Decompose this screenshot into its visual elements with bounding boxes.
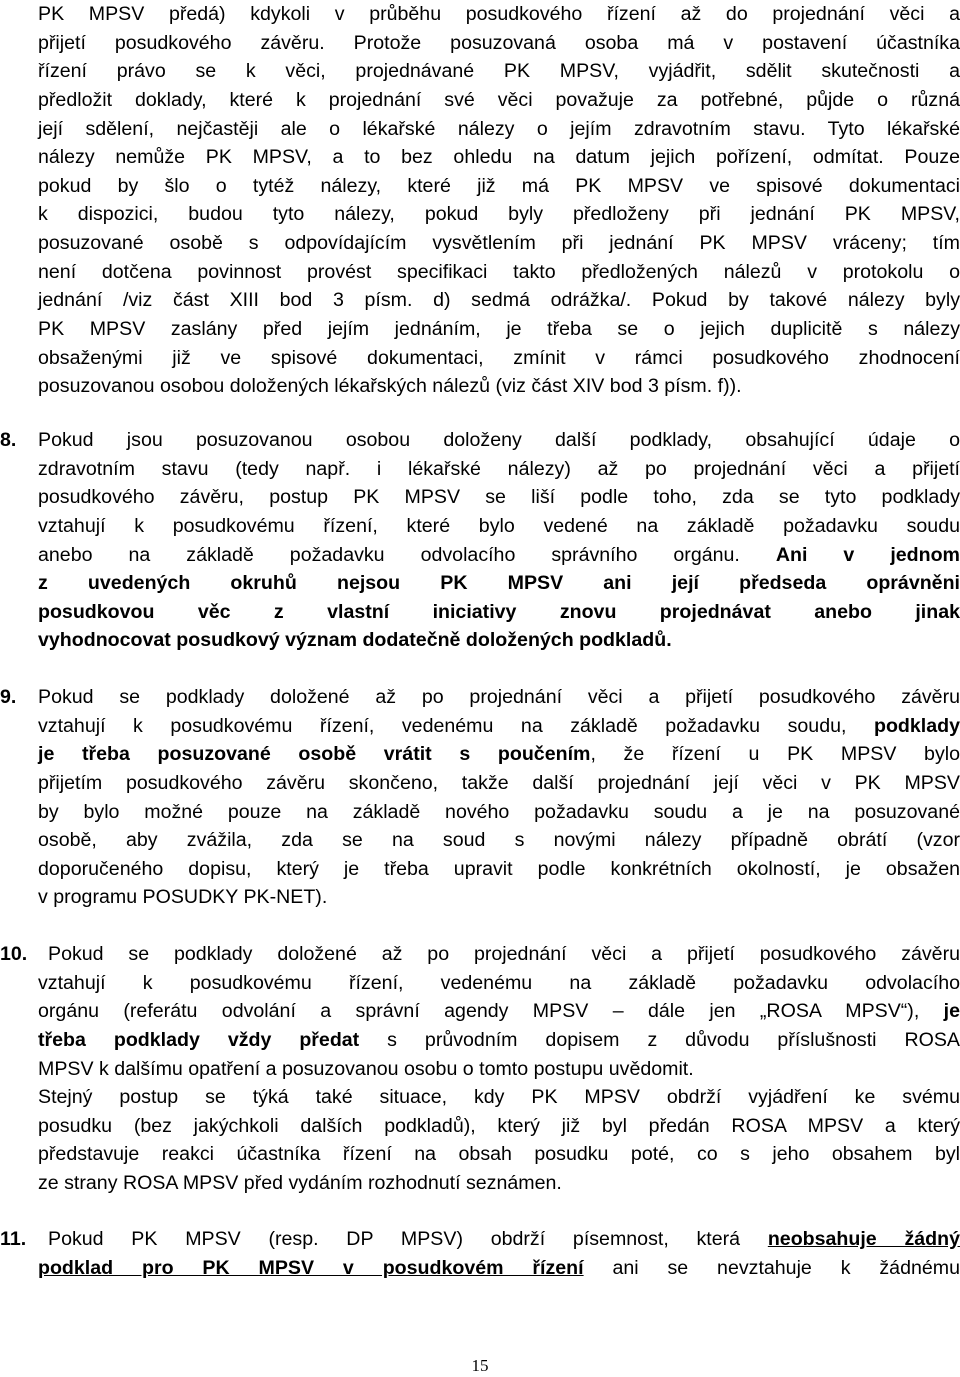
text-line: její sdělení, nejčastěji ale o lékařské nálezy o jejím zdravotním stavu. Tyto lékařské bbox=[38, 117, 960, 140]
text-line bbox=[38, 712, 960, 741]
text-line: vztahují k posudkovému řízení, vedenému na základě požadavku odvolacího bbox=[38, 971, 960, 994]
text-line: řízení právo se k věci, projednávané PK MPSV, vyjádřit, sdělit skutečnosti a bbox=[38, 60, 960, 83]
bold-text bbox=[38, 1257, 584, 1279]
text-line bbox=[38, 997, 960, 1026]
text-run: orgánu (referátu odvolání a správní agendy MPSV – dále jen „ROSA MPSV“), bbox=[38, 1000, 920, 1023]
bold-text: třeba podklady vždy předat bbox=[38, 1028, 360, 1051]
text-line bbox=[38, 740, 960, 769]
text-line: přijetí posudkového závěru. Protože posuzovaná osoba má v postavení účastníka bbox=[38, 31, 960, 54]
page-number: 15 bbox=[471, 1356, 489, 1375]
text-line bbox=[48, 1225, 960, 1254]
text-line: jednání /viz část XIII bod 3 písm. d) sedmá odrážka/. Pokud by takové nálezy byly bbox=[38, 289, 960, 312]
text-run: ani se nevztahuje k žádnému bbox=[612, 1256, 960, 1279]
bold-line: vyhodnocovat posudkový význam dodatečně doložených podkladů. bbox=[38, 629, 672, 652]
item-number: 9. bbox=[0, 686, 17, 708]
text-run: Pokud PK MPSV (resp. DP MPSV) obdrží písemnost, která bbox=[48, 1228, 741, 1250]
text-line: Pokud se podklady doložené až po projednání věci a přijetí posudkového závěru bbox=[48, 943, 960, 965]
bold-line: posudkovou věc z vlastní iniciativy znovu projednávat anebo jinak bbox=[38, 600, 960, 623]
text-line: doporučeného dopisu, který je třeba upravit podle konkrétních okolností, je obsažen bbox=[38, 857, 960, 880]
text-line: představuje reakci účastníka řízení na obsah posudku poté, co s jeho obsahem byl bbox=[38, 1143, 960, 1166]
text-run: s průvodním dopisem z důvodu příslušnosti ROSA bbox=[387, 1028, 960, 1051]
text-line: pokud by šlo o tytéž nálezy, které již má PK MPSV ve spisové dokumentaci bbox=[38, 174, 960, 197]
bold-text: podklady bbox=[873, 714, 960, 737]
intro-paragraph bbox=[38, 0, 960, 401]
item-text bbox=[38, 1254, 960, 1283]
item-text bbox=[48, 940, 960, 969]
text-line bbox=[38, 1254, 960, 1283]
bold-text: Ani v jednom bbox=[775, 543, 960, 566]
underlined-text: podklad pro PK MPSV v posudkovém řízení bbox=[38, 1256, 584, 1279]
text-line: PK MPSV zaslány před jejím jednáním, je třeba se o jejich duplicitě s nálezy bbox=[38, 318, 960, 341]
text-line: předložit doklady, které k projednání své věci považuje za potřebné, půjde o různá bbox=[38, 88, 960, 111]
text-line: Pokud jsou posuzovanou osobou doloženy další podklady, obsahující údaje o bbox=[38, 429, 960, 451]
text-line: MPSV k dalšímu opatření a posuzovanou osobu o tomto postupu uvědomit. bbox=[38, 1057, 694, 1080]
item-text bbox=[38, 969, 960, 1198]
item-text bbox=[38, 426, 960, 655]
bold-line: z uvedených okruhů nejsou PK MPSV ani její předseda oprávněni bbox=[38, 572, 960, 595]
item-number: 10. bbox=[0, 943, 28, 965]
item-text bbox=[48, 1225, 960, 1254]
text-line: posuzované osobě s odpovídajícím vysvětlením při jednání PK MPSV vráceny; tím bbox=[38, 232, 960, 255]
text-line: zdravotním stavu (tedy např. i lékařské nálezy) až po projednání věci a přijetí bbox=[38, 457, 960, 480]
text-line: PK MPSV předá) kdykoli v průběhu posudkového řízení až do projednání věci a bbox=[38, 3, 960, 25]
text-line bbox=[38, 541, 960, 570]
item-text bbox=[38, 683, 960, 912]
text-line: osobě, aby zvážila, zda se na soud s novými nálezy případně obrátí (vzor bbox=[38, 829, 960, 852]
text-line bbox=[38, 1026, 960, 1055]
text-line: k dispozici, budou tyto nálezy, pokud byly předloženy při jednání PK MPSV, bbox=[38, 203, 960, 226]
bold-text: je bbox=[943, 1000, 960, 1023]
text-line: Stejný postup se týká také situace, kdy PK MPSV obdrží vyjádření ke svému bbox=[38, 1086, 960, 1109]
text-run: vztahují k posudkovému řízení, vedenému na základě požadavku soudu, bbox=[38, 714, 847, 737]
underlined-text: neobsahuje žádný bbox=[767, 1228, 960, 1250]
item-number: 11. bbox=[0, 1228, 27, 1250]
text-line: posudkového závěru, postup PK MPSV se liší podle toho, zda se tyto podklady bbox=[38, 486, 960, 509]
text-line: posudku (bez jakýchkoli dalších podkladů), který již byl předán ROSA MPSV a který bbox=[38, 1114, 960, 1137]
text-line: by bylo možné pouze na základě nového požadavku soudu a je na posuzované bbox=[38, 800, 960, 823]
text-line: vztahují k posudkovému řízení, které bylo vedené na základě požadavku soudu bbox=[38, 514, 960, 537]
bold-text: je třeba posuzované osobě vrátit s poučením bbox=[38, 743, 591, 766]
text-line: nálezy nemůže PK MPSV, a to bez ohledu na datum jejich pořízení, odmítat. Pouze bbox=[38, 146, 960, 169]
text-line: obsaženými již ve spisové dokumentaci, zmínit v rámci posudkového zhodnocení bbox=[38, 346, 960, 369]
item-number: 8. bbox=[0, 429, 17, 451]
text-line: přijetím posudkového závěru skončeno, takže další projednání její věci v PK MPSV bbox=[38, 771, 960, 794]
text-line: ze strany ROSA MPSV před vydáním rozhodnutí seznámen. bbox=[38, 1172, 562, 1195]
text-run: anebo na základě požadavku odvolacího správního orgánu. bbox=[38, 543, 740, 566]
text-line: posuzovanou osobou doložených lékařských nálezů (viz část XIV bod 3 písm. f)). bbox=[38, 375, 742, 398]
text-run: , že řízení u PK MPSV bylo bbox=[590, 743, 960, 766]
text-line: Pokud se podklady doložené až po projednání věci a přijetí posudkového závěru bbox=[38, 686, 960, 708]
text-line: není dotčena povinnost provést specifikaci takto předložených nálezů v protokolu o bbox=[38, 260, 960, 283]
text-line: v programu POSUDKY PK-NET). bbox=[38, 886, 328, 909]
bold-text bbox=[768, 1228, 960, 1250]
